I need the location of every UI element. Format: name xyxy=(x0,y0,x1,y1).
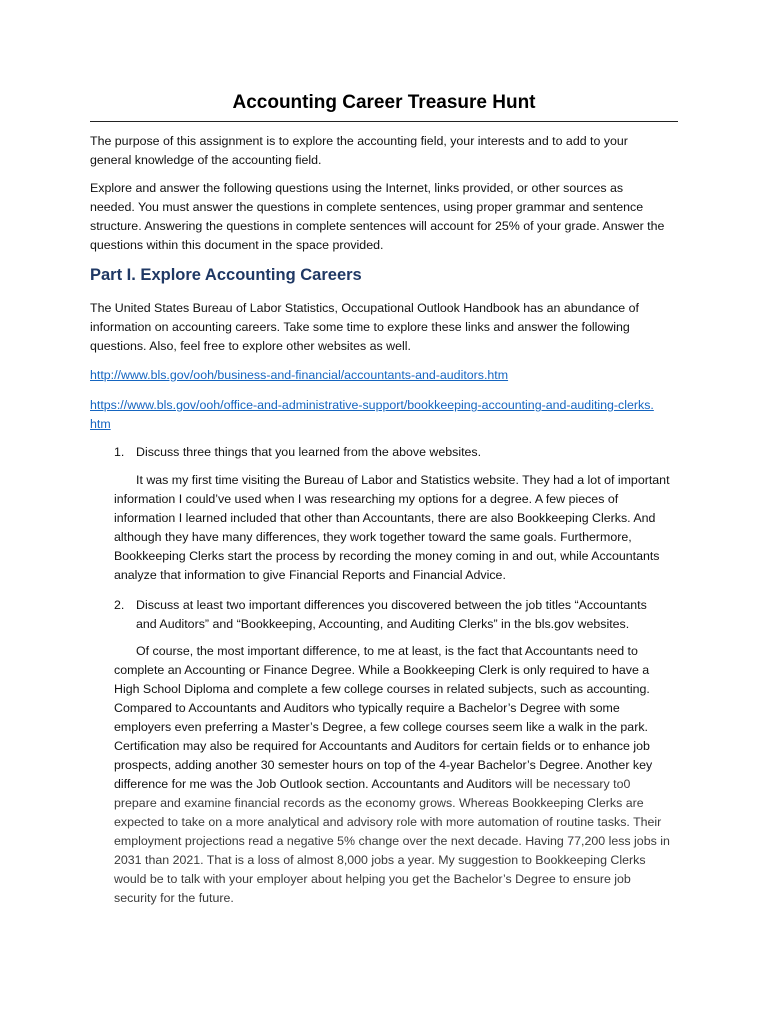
intro-paragraph-2: Explore and answer the following questions using the Internet, links provided, or other sources as needed. You must answer the questions in complete sentences, using proper grammar and sentence structure. Answering the questions in complete sentences will account for 25% of your grade. Answer the questions within this document in the space provided. xyxy=(90,181,665,252)
question-number: 1. xyxy=(114,445,125,459)
question-1 xyxy=(114,443,670,462)
intro-paragraph-1: The purpose of this assignment is to explore the accounting field, your interests and to add to your general knowledge of the accounting field. xyxy=(90,134,628,167)
bls-link-accountants[interactable] xyxy=(90,366,670,385)
document-title: Accounting Career Treasure Hunt xyxy=(232,92,536,113)
link-accountants-auditors[interactable]: http://www.bls.gov/ooh/business-and-financial/accountants-and-auditors.htm xyxy=(90,368,509,382)
answer-2-continued: will be necessary to0 prepare and examine financial records as the economy grows. Whereas Bookkeeping Clerks are expected to take on a more analytical and advisory role with more automation of routine tasks. Their employment projections read a negative 5% change over the next decade. Having 77,200 less jobs in 2031 than 2021. That is a loss of almost 8,000 jobs a year. My suggestion to Bookkeeping Clerks would be to talk with your employer about helping you get the Bachelor’s Degree to ensure job security for the future. xyxy=(114,777,670,905)
question-number: 2. xyxy=(114,598,125,612)
question-text: Discuss at least two important differences you discovered between the job titles “Accountants and Auditors” and “Bookkeeping, Accounting, and Auditing Clerks” in the bls.gov websites. xyxy=(136,598,647,631)
answer-1: It was my first time visiting the Bureau of Labor and Statistics website. They had a lot of important information I could’ve used when I was researching my options for a degree. A few pieces of information I learned included that other than Accountants, there are also Bookkeeping Clerks. And although they have many differences, they work together toward the same goals. Furthermore, Bookkeeping Clerks start the process by recording the money coming in and out, while Accountants analyze that information to give Financial Reports and Financial Advice. xyxy=(114,473,670,582)
part1-heading: Part I. Explore Accounting Careers xyxy=(90,266,362,284)
question-2 xyxy=(114,596,670,634)
part1-body: The United States Bureau of Labor Statistics, Occupational Outlook Handbook has an abundance of information on accounting careers. Take some time to explore these links and answer the following questions. Also, feel free to explore other websites as well. xyxy=(90,301,639,353)
title-underline xyxy=(90,121,678,122)
answer-2: Of course, the most important difference, to me at least, is the fact that Accountants need to complete an Accounting or Finance Degree. While a Bookkeeping Clerk is only required to have a High School Diploma and complete a few college courses in related subjects, such as accounting. Compared to Accountants and Auditors who typically require a Bachelor’s Degree with some employers even preferring a Master’s Degree, a few college courses seem like a walk in the park. Certification may also be required for Accountants and Auditors for certain fields or to enhance job prospects, adding another 30 semester hours on top of the 4-year Bachelor’s Degree. Another key difference for me was the Job Outlook section. Accountants and Auditors will be necessary to0 prepare and examine financial records as the economy grows. Whereas Bookkeeping Clerks are expected to take on a more analytical and advisory role with more automation of routine tasks. Their employment projections read a negative 5% change over the next decade. Having 77,200 less jobs in 2031 than 2021. That is a loss of almost 8,000 jobs a year. My suggestion to Bookkeeping Clerks would be to talk with your employer about helping you get the Bachelor’s Degree to ensure job security for the future. xyxy=(114,644,670,905)
bls-link-bookkeeping[interactable] xyxy=(90,396,660,434)
question-text: Discuss three things that you learned from the above websites. xyxy=(136,445,482,459)
link-bookkeeping-clerks[interactable]: https://www.bls.gov/ooh/office-and-administrative-support/bookkeeping-accounting-and-auditing-clerks.htm xyxy=(90,398,654,431)
